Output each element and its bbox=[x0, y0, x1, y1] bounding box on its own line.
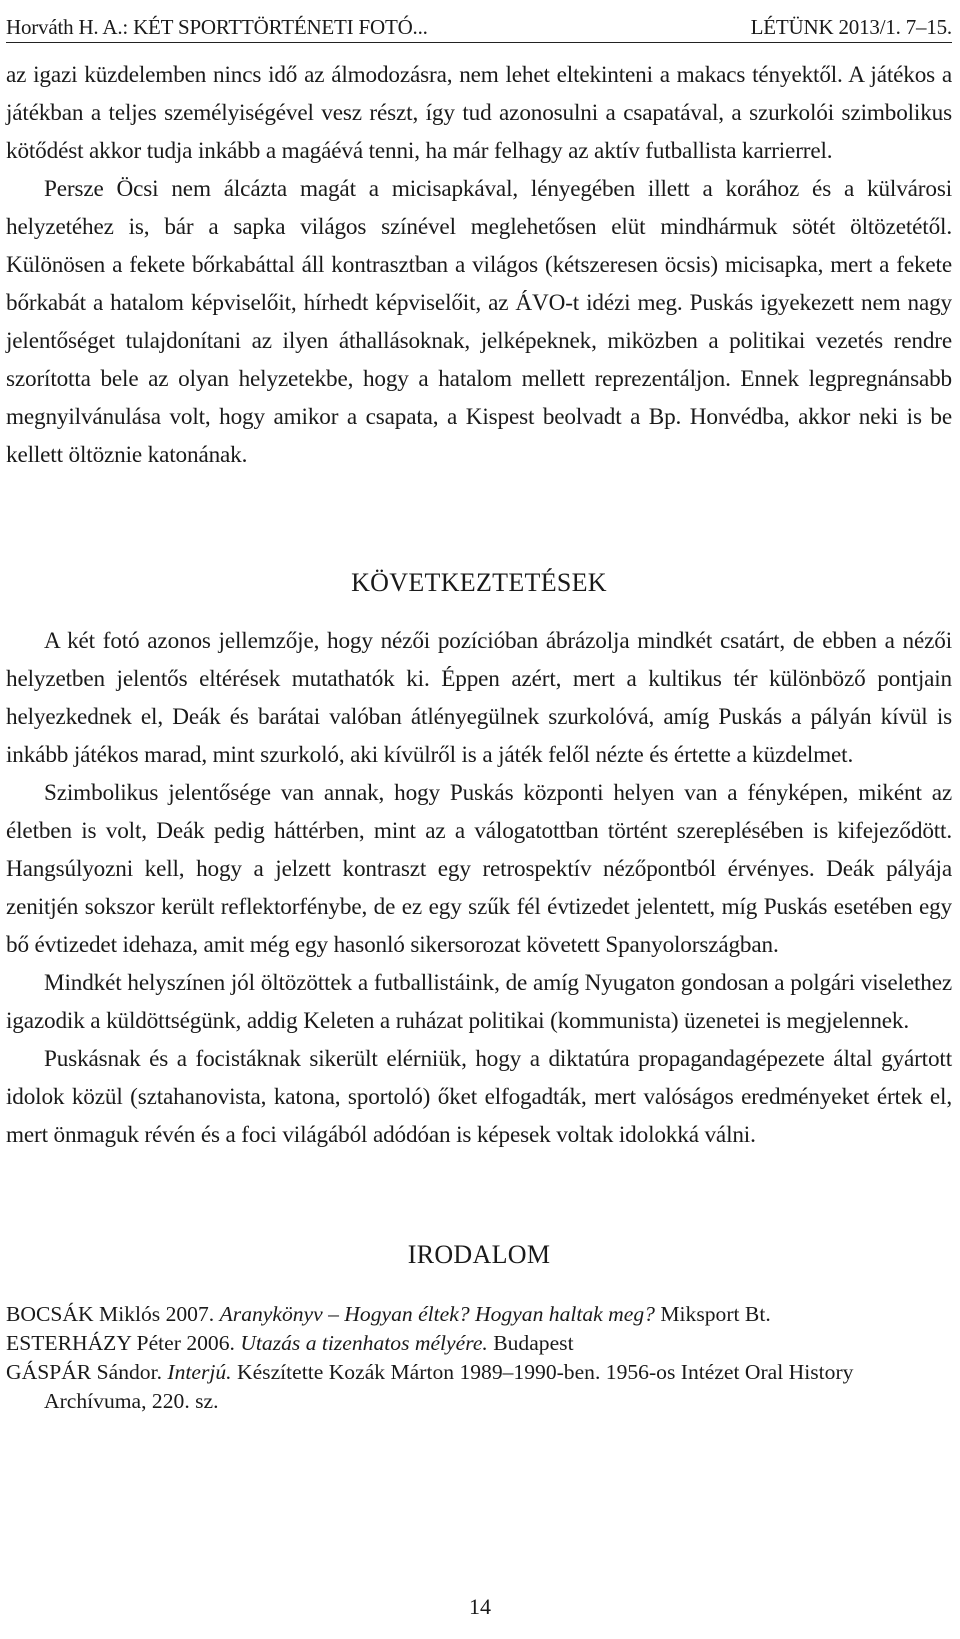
header-journal-ref: LÉTÜNK 2013/1. 7–15. bbox=[750, 15, 952, 39]
reference-title: Interjú. bbox=[167, 1360, 232, 1384]
reference-publisher: Budapest bbox=[493, 1331, 574, 1355]
reference-publisher: Miksport Bt. bbox=[660, 1302, 771, 1326]
paragraph: Persze Öcsi nem álcázta magát a micisapkával, lényegében illett a korához és a külvárosi helyzetéhez is, bár a sapka világos színével meglehetősen elüt mindhármuk sötét öltözetétől. Különösen a fekete bőrkabáttal áll kontrasztban a világos (kétszeresen öcsis) micisapka, mert a fekete bőrkabát a hatalom képviselőit, hírhedt képviselőit, az ÁVO-t idézi meg. Puskás igyekezett nem nagy jelentőséget tulajdonítani az ilyen áthallásoknak, jelképeknek, miközben a politikai vezetés rendre szorította bele az olyan helyzetekbe, hogy a hatalom mellett reprezentáljon. Ennek legpregnánsabb megnyilvánulása volt, hogy amikor a csapata, a Kispest beolvadt a Bp. Honvédba, akkor neki is be kellett öltöznie katonának. bbox=[6, 176, 952, 468]
reference-list bbox=[6, 1300, 952, 1416]
running-header bbox=[6, 6, 952, 40]
page-number: 14 bbox=[469, 1594, 491, 1619]
section-heading-irodalom: IRODALOM bbox=[407, 1240, 551, 1269]
section-heading-kovetkeztetesek: KÖVETKEZTETÉSEK bbox=[351, 568, 607, 597]
paragraph: Szimbolikus jelentősége van annak, hogy Puskás központi helyen van a fényképen, miként az életben is volt, Deák pedig háttérben, mint az a válogatottban történt szereplésében is kifejeződött. Hangsúlyozni kell, hogy a jelzett kontraszt egy retrospektív nézőpontból érvényes. Deák pályája zenitjén sokszor került reflektorfénybe, de ez egy szűk fél évtizedet jelentett, míg Puskás esetében egy bő évtizedet idehaza, amit még egy hasonló sikersorozat követett Spanyolországban. bbox=[6, 780, 952, 958]
reference-item bbox=[6, 1358, 952, 1416]
section-body-kovetkeztetesek bbox=[6, 622, 952, 1154]
paragraph: Mindkét helyszínen jól öltözöttek a futballistáink, de amíg Nyugaton gondosan a polgári viselethez igazodik a küldöttségünk, addig Keleten a ruházat politikai (kommunista) üzenetei is megjelennek. bbox=[6, 970, 952, 1034]
reference-author: BOCSÁK Miklós 2007. bbox=[6, 1302, 215, 1326]
paragraph: A két fotó azonos jellemzője, hogy nézői pozícióban ábrázolja mindkét csatárt, de ebben a nézői helyzetben jelentős eltérések mutathatók ki. Éppen azért, mert a kultikus tér különböző pontjain helyezkednek el, Deák és barátai valóban átlényegülnek szurkolóvá, amíg Puskás a pályán kívül is inkább játékos marad, mint szurkoló, aki kívülről is a játék felől nézte és értette a küzdelmet. bbox=[6, 628, 952, 768]
reference-author: ESTERHÁZY Péter 2006. bbox=[6, 1331, 235, 1355]
body-text bbox=[6, 56, 952, 474]
paragraph-continued: az igazi küzdelemben nincs idő az álmodozásra, nem lehet eltekinteni a makacs tényektől. A játékos a játékban a teljes személyiségével vesz részt, így tud azonosulni a csapatával, a szurkolói szimbolikus kötődést akkor tudja inkább a magáévá tenni, ha már felhagy az aktív futballista karrierrel. bbox=[6, 62, 952, 164]
reference-item bbox=[6, 1300, 952, 1329]
reference-author: GÁSPÁR Sándor. bbox=[6, 1360, 162, 1384]
reference-item bbox=[6, 1329, 952, 1358]
reference-publisher: Készítette Kozák Márton 1989–1990-ben. 1956-os Intézet Oral History Archívuma, 220. sz. bbox=[44, 1360, 854, 1413]
header-author-title: Horváth H. A.: KÉT SPORTTÖRTÉNETI FOTÓ... bbox=[6, 15, 428, 39]
header-rule bbox=[6, 42, 952, 43]
reference-title: Aranykönyv – Hogyan éltek? Hogyan haltak meg? bbox=[219, 1302, 655, 1326]
reference-title: Utazás a tizenhatos mélyére. bbox=[240, 1331, 488, 1355]
paragraph: Puskásnak és a focistáknak sikerült elérniük, hogy a diktatúra propagandagépezete által gyártott idolok közül (sztahanovista, katona, sportoló) őket elfogadták, mert valóságos eredményeket értek el, mert önmaguk révén és a foci világából adódóan is képesek voltak idolokká válni. bbox=[6, 1046, 952, 1148]
